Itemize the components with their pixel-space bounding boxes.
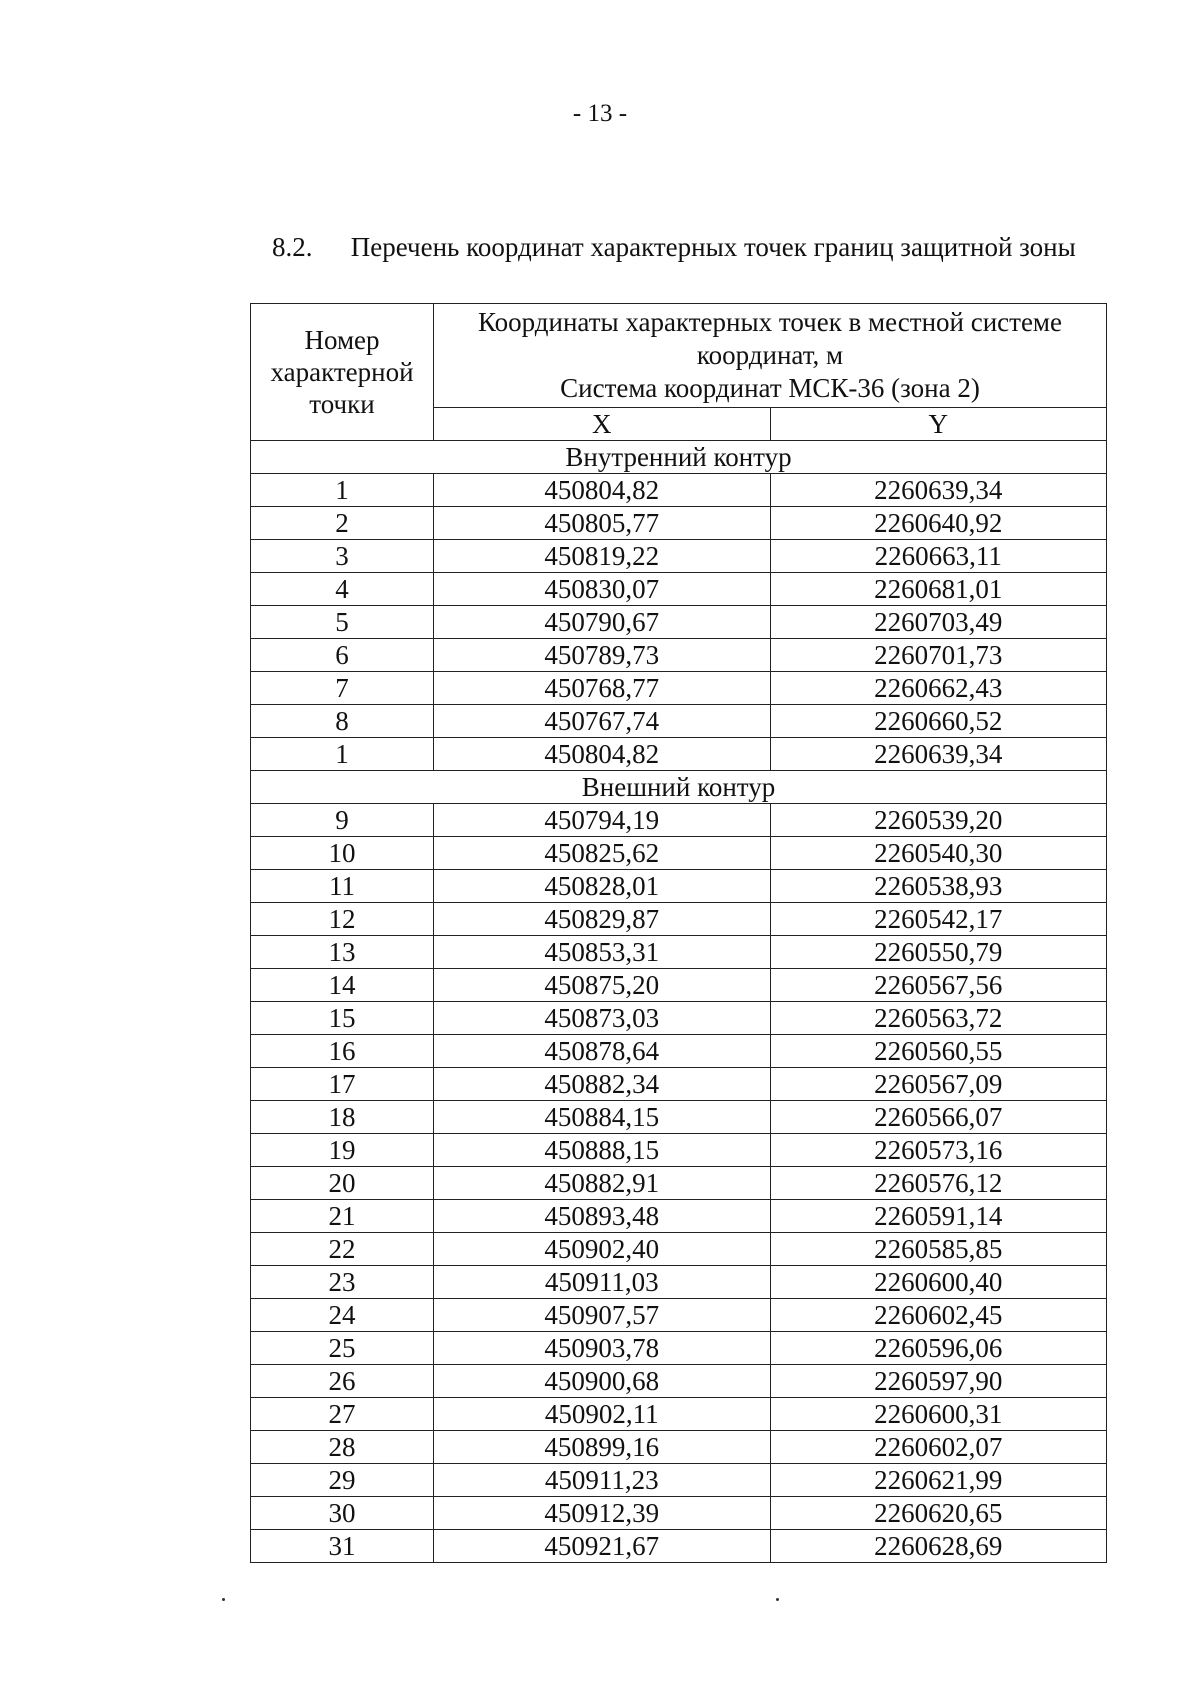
- point-number-cell: 8: [251, 705, 434, 738]
- table-row: [251, 1233, 1107, 1266]
- table-row: [251, 804, 1107, 837]
- point-number-cell: 31: [251, 1530, 434, 1563]
- y-coordinate-cell: 2260539,20: [770, 804, 1107, 837]
- x-coordinate-cell: 450911,03: [434, 1266, 771, 1299]
- table-row: [251, 1431, 1107, 1464]
- point-number-cell: 22: [251, 1233, 434, 1266]
- x-coordinate-cell: 450902,40: [434, 1233, 771, 1266]
- y-coordinate-cell: 2260660,52: [770, 705, 1107, 738]
- x-coordinate-cell: 450888,15: [434, 1134, 771, 1167]
- y-coordinate-cell: 2260662,43: [770, 672, 1107, 705]
- section-heading: [272, 232, 1076, 263]
- point-number-cell: 18: [251, 1101, 434, 1134]
- y-coordinate-cell: 2260621,99: [770, 1464, 1107, 1497]
- y-coordinate-cell: 2260596,06: [770, 1332, 1107, 1365]
- point-number-cell: 10: [251, 837, 434, 870]
- x-coordinate-cell: 450921,67: [434, 1530, 771, 1563]
- point-number-cell: 25: [251, 1332, 434, 1365]
- y-coordinate-cell: 2260640,92: [770, 507, 1107, 540]
- table-row: [251, 573, 1107, 606]
- x-coordinate-cell: 450912,39: [434, 1497, 771, 1530]
- point-number-cell: 4: [251, 573, 434, 606]
- y-coordinate-cell: 2260591,14: [770, 1200, 1107, 1233]
- table-row: [251, 1299, 1107, 1332]
- y-coordinate-cell: 2260639,34: [770, 474, 1107, 507]
- table-row: [251, 969, 1107, 1002]
- x-coordinate-cell: 450830,07: [434, 573, 771, 606]
- point-number-cell: 1: [251, 474, 434, 507]
- table-row: [251, 1035, 1107, 1068]
- table-body: [251, 441, 1107, 1563]
- y-coordinate-cell: 2260566,07: [770, 1101, 1107, 1134]
- point-number-cell: 7: [251, 672, 434, 705]
- x-coordinate-cell: 450878,64: [434, 1035, 771, 1068]
- y-coordinate-cell: 2260602,45: [770, 1299, 1107, 1332]
- x-coordinate-cell: 450853,31: [434, 936, 771, 969]
- header-point-number: Номер характерной точки: [251, 304, 434, 441]
- table-row: [251, 903, 1107, 936]
- x-coordinate-cell: 450805,77: [434, 507, 771, 540]
- point-number-cell: 11: [251, 870, 434, 903]
- point-number-cell: 24: [251, 1299, 434, 1332]
- table-row: [251, 672, 1107, 705]
- scan-dot: [222, 1598, 225, 1601]
- y-coordinate-cell: 2260585,85: [770, 1233, 1107, 1266]
- x-coordinate-cell: 450875,20: [434, 969, 771, 1002]
- point-number-cell: 23: [251, 1266, 434, 1299]
- point-number-cell: 19: [251, 1134, 434, 1167]
- y-coordinate-cell: 2260703,49: [770, 606, 1107, 639]
- table-row: [251, 1101, 1107, 1134]
- y-coordinate-cell: 2260567,56: [770, 969, 1107, 1002]
- table-row: [251, 1365, 1107, 1398]
- x-coordinate-cell: 450902,11: [434, 1398, 771, 1431]
- table-row: [251, 870, 1107, 903]
- y-coordinate-cell: 2260663,11: [770, 540, 1107, 573]
- x-coordinate-cell: 450767,74: [434, 705, 771, 738]
- x-coordinate-cell: 450804,82: [434, 738, 771, 771]
- y-coordinate-cell: 2260701,73: [770, 639, 1107, 672]
- y-coordinate-cell: 2260538,93: [770, 870, 1107, 903]
- table-row: [251, 606, 1107, 639]
- y-coordinate-cell: 2260563,72: [770, 1002, 1107, 1035]
- y-coordinate-cell: 2260628,69: [770, 1530, 1107, 1563]
- coordinates-table: [250, 303, 1107, 1563]
- point-number-cell: 5: [251, 606, 434, 639]
- section-title-cell: Внешний контур: [251, 771, 1107, 804]
- x-coordinate-cell: 450893,48: [434, 1200, 771, 1233]
- point-number-cell: 14: [251, 969, 434, 1002]
- table-row: [251, 540, 1107, 573]
- header-coordinates-line1: Координаты характерных точек в местной системе: [477, 307, 1063, 337]
- point-number-cell: 20: [251, 1167, 434, 1200]
- point-number-cell: 13: [251, 936, 434, 969]
- table-row: [251, 1134, 1107, 1167]
- point-number-cell: 28: [251, 1431, 434, 1464]
- header-y: Y: [770, 408, 1107, 441]
- x-coordinate-cell: 450790,67: [434, 606, 771, 639]
- y-coordinate-cell: 2260560,55: [770, 1035, 1107, 1068]
- table-row: [251, 1068, 1107, 1101]
- point-number-cell: 15: [251, 1002, 434, 1035]
- x-coordinate-cell: 450794,19: [434, 804, 771, 837]
- point-number-cell: 17: [251, 1068, 434, 1101]
- table-row: [251, 1167, 1107, 1200]
- header-coordinates-line3: Система координат МСК-36 (зона 2): [560, 373, 980, 403]
- x-coordinate-cell: 450911,23: [434, 1464, 771, 1497]
- table-row: [251, 1200, 1107, 1233]
- point-number-cell: 9: [251, 804, 434, 837]
- section-row: [251, 771, 1107, 804]
- point-number-cell: 12: [251, 903, 434, 936]
- x-coordinate-cell: 450804,82: [434, 474, 771, 507]
- point-number-cell: 29: [251, 1464, 434, 1497]
- table-row: [251, 1266, 1107, 1299]
- point-number-cell: 1: [251, 738, 434, 771]
- table-row: [251, 837, 1107, 870]
- y-coordinate-cell: 2260602,07: [770, 1431, 1107, 1464]
- table-row: [251, 639, 1107, 672]
- y-coordinate-cell: 2260550,79: [770, 936, 1107, 969]
- table-row: [251, 1464, 1107, 1497]
- y-coordinate-cell: 2260600,31: [770, 1398, 1107, 1431]
- header-x: X: [434, 408, 771, 441]
- y-coordinate-cell: 2260597,90: [770, 1365, 1107, 1398]
- point-number-cell: 6: [251, 639, 434, 672]
- table-row: [251, 738, 1107, 771]
- table-row: [251, 507, 1107, 540]
- x-coordinate-cell: 450884,15: [434, 1101, 771, 1134]
- x-coordinate-cell: 450829,87: [434, 903, 771, 936]
- table-row: [251, 474, 1107, 507]
- table-row: [251, 936, 1107, 969]
- table-row: [251, 1002, 1107, 1035]
- y-coordinate-cell: 2260600,40: [770, 1266, 1107, 1299]
- section-title: Перечень координат характерных точек границ защитной зоны: [350, 232, 1076, 262]
- x-coordinate-cell: 450789,73: [434, 639, 771, 672]
- y-coordinate-cell: 2260620,65: [770, 1497, 1107, 1530]
- table-row: [251, 705, 1107, 738]
- point-number-cell: 16: [251, 1035, 434, 1068]
- header-coordinates-line2: координат, м: [696, 340, 844, 370]
- header-coordinates: [434, 304, 1107, 408]
- y-coordinate-cell: 2260573,16: [770, 1134, 1107, 1167]
- x-coordinate-cell: 450882,91: [434, 1167, 771, 1200]
- y-coordinate-cell: 2260540,30: [770, 837, 1107, 870]
- x-coordinate-cell: 450819,22: [434, 540, 771, 573]
- point-number-cell: 3: [251, 540, 434, 573]
- x-coordinate-cell: 450903,78: [434, 1332, 771, 1365]
- y-coordinate-cell: 2260681,01: [770, 573, 1107, 606]
- x-coordinate-cell: 450828,01: [434, 870, 771, 903]
- x-coordinate-cell: 450900,68: [434, 1365, 771, 1398]
- x-coordinate-cell: 450873,03: [434, 1002, 771, 1035]
- section-row: [251, 441, 1107, 474]
- table-row: [251, 1332, 1107, 1365]
- page-number: - 13 -: [572, 100, 628, 127]
- point-number-cell: 21: [251, 1200, 434, 1233]
- table-row: [251, 1530, 1107, 1563]
- x-coordinate-cell: 450899,16: [434, 1431, 771, 1464]
- point-number-cell: 26: [251, 1365, 434, 1398]
- y-coordinate-cell: 2260567,09: [770, 1068, 1107, 1101]
- y-coordinate-cell: 2260542,17: [770, 903, 1107, 936]
- x-coordinate-cell: 450768,77: [434, 672, 771, 705]
- point-number-cell: 2: [251, 507, 434, 540]
- point-number-cell: 27: [251, 1398, 434, 1431]
- section-number: 8.2.: [272, 232, 313, 262]
- point-number-cell: 30: [251, 1497, 434, 1530]
- y-coordinate-cell: 2260639,34: [770, 738, 1107, 771]
- scan-dot: [776, 1598, 779, 1601]
- table-row: [251, 1497, 1107, 1530]
- section-title-cell: Внутренний контур: [251, 441, 1107, 474]
- table-row: [251, 1398, 1107, 1431]
- x-coordinate-cell: 450907,57: [434, 1299, 771, 1332]
- y-coordinate-cell: 2260576,12: [770, 1167, 1107, 1200]
- x-coordinate-cell: 450882,34: [434, 1068, 771, 1101]
- x-coordinate-cell: 450825,62: [434, 837, 771, 870]
